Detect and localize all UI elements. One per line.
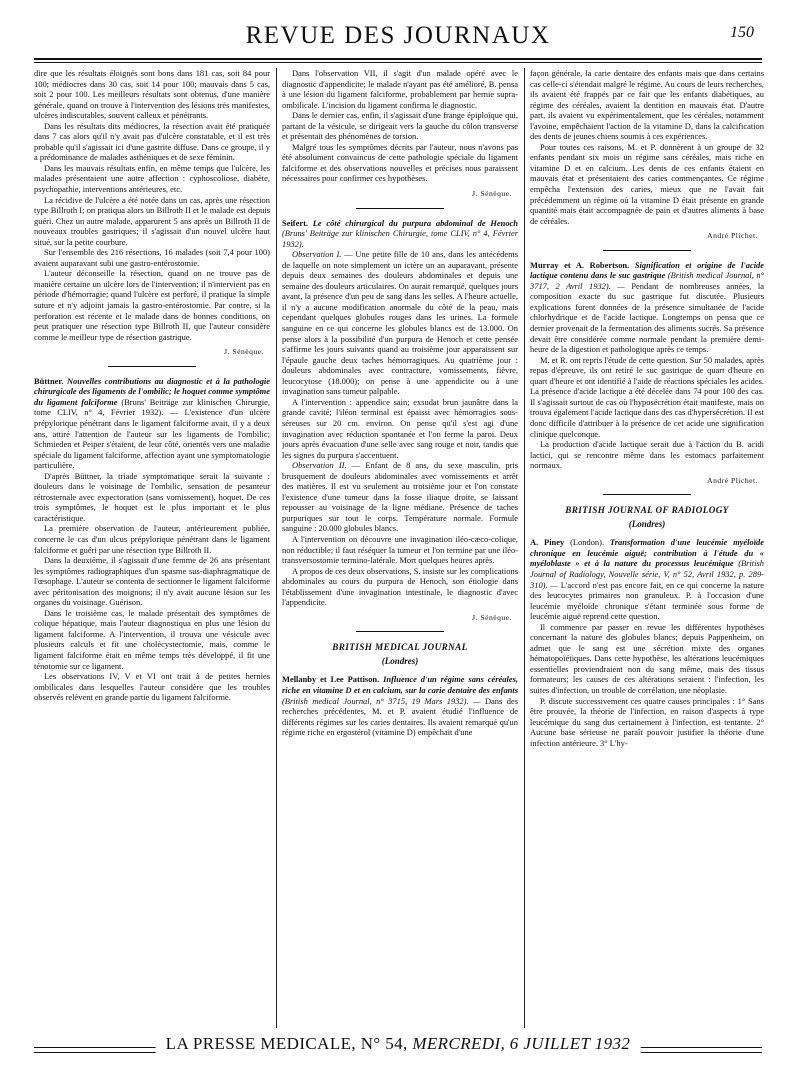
article-heading (282, 674, 518, 737)
paragraph: La production d'acide lactique serait due à l'action du B. acidi lactici, qui se rencontre même dans les estomacs parfaitement normaux. (530, 439, 764, 471)
paragraph: La première observation de l'auteur, antérieurement publiée, concerne le cas d'un ulcus prépylorique pénétrant dans le ligament falciforme et guéri par une résection type Billroth II. (34, 523, 270, 555)
paragraph: L'accord n'est pas encore fait, en ce qui concerne la nature des leucocytes primaires non granuleux. P. à l'occasion d'une leucémie myéloïde chronique s'étant terminée sous forme de leucémie aiguë reprend cette question. (530, 579, 764, 622)
article-reference: (Bruns' Beiträge zur klinischen Chirurgie, tome CLIV, n° 4, Février 1932). (282, 228, 518, 249)
paragraph: D'après Büttner, la triade symptomatique serait la suivante : douleurs dans le voisinage de l'ombilic, sensation de pesanteur rétrosternale avec expectoration (sans vomissement), hoquet. De ces trois symptômes, le hoquet est le plus important et le plus caractéristique. (34, 470, 270, 523)
paragraph: Dans les résultats dits médiocres, la résection avait été pratiquée dans 7 cas alors qu'il n'y avait pas d'ulcère constatable, et il est très probable qu'il s'agissait ici d'une gastrite diffuse. Dans ce groupe, il y a prédominance de malades asthéniques et de sexe féminin. (34, 120, 270, 163)
section-journal-title: BRITISH JOURNAL OF RADIOLOGY (565, 505, 729, 516)
article-reference: (British Journal of Radiology, Nouvelle série, V, n° 52, Avril 1932, p. 289-310). — (530, 558, 764, 590)
article-reference: (Bruns' Beiträge zur klinischen Chirurgie, tome CLIV, n° 4, Février 1932). — (34, 396, 270, 418)
section-journal-city: (Londres) (381, 655, 419, 666)
article-title: Influence d'un régime sans céréales, riche en vitamine D et en calcium, sur la carie dentaire des enfants (282, 674, 518, 695)
journal-section-title: REVUE DES JOURNAUX (245, 22, 551, 49)
article-author: Mellanby et Lee Pattison. (282, 674, 380, 685)
signature: André Plichet. (707, 231, 758, 241)
article-separator (603, 494, 691, 495)
paragraph: Sur l'ensemble des 216 résections, 16 malades (soit 7,4 pour 100) avaient auparavant subi une gastro-entérostomie. (34, 247, 270, 268)
observation-text: — Une petite fille de 10 ans, dans les antécédents de laquelle on note simplement un ictère un an auparavant, présente depuis deux semaines des douleurs abdominales et depuis une semaine des douleurs articulaires. On aurait remarqué, quelques jours avant, la présence d'un peu de sang dans les selles. A l'heure actuelle, il n'y a aucune modification anormale du côté de la peau, mais cependant quelques globules rouges dans les urines. La formule sanguine en ce qui concerne les globules blancs est de 13.000. On pense alors à la possibilité d'un purpura de Henoch et cette pensée s'affirme les jours suivants quand au troisième jour apparaissent sur l'épaule gauche deux taches hémorragiques. Au quatrième jour : douleurs abdominales avec contracture, vomissements, fièvre, leucocytose (18.000); on pense à une appendicite ou à une invagination sans tumeur palpable. (282, 249, 518, 397)
observation-text: — Enfant de 8 ans, du sexe masculin, pris brusquement de douleurs abdominales avec vomissements et arrêt des matières. Il est vu seulement au troisième jour et l'on constate l'existence d'une tumeur dans la fosse iliaque droite, se laissant repousser au voisinage de la ligne médiane. Présence de taches purpuriques sur tout le corps. Température normale. Formule sanguine : 20.000 globules blancs. (282, 460, 518, 534)
header-rule (34, 58, 762, 60)
paragraph: Dans la deuxième, il s'agissait d'une femme de 26 ans présentant les symptômes radiographiques d'un spasme sus-diaphragmatique de l'œsophage. L'auteur se contenta de sectionner le ligament falciforme avec péritonisation des moignons; il n'y avait aucune lésion sur les organes du voisinage. Guérison. (34, 555, 270, 608)
paragraph: Il commence par passer en revue les différentes hypothèses concernant la nature des globules blancs; depuis Pappenheim, on admet que le sang est une sécrétion mixte des organes hématopoïétiques. Dans cette hypothèse, les altérations leucémiques essentielles proviendraient non du sang même, mais des tissus formateurs; les causes de ces altérations seraient : l'infection, les suites d'infection, un trouble de corrélation, une néoplasie. (530, 621, 764, 695)
article-separator (603, 250, 691, 251)
article-title: Le côté chirurgical du purpura abdominal de Henoch (312, 217, 518, 228)
paragraph (282, 249, 518, 397)
paragraph: Dans le troisième cas, le malade présentait des symptômes de colique hépatique, mais l'auteur diagnostiqua en plus une lésion du ligament falciforme. A l'intervention, il trouva une vésicule avec plusieurs calculs et fit une cholécystectomie, mais, comme le ligament falciforme était en même temps très développé, il fit une ténotomie sur ce ligament. (34, 607, 270, 671)
article-heading (282, 218, 518, 250)
paragraph: La récidive de l'ulcère a été notée dans un cas, après une résection type Billroth I; on pratiqua alors un Billroth II et le malade est depuis guéri. Chez un autre malade, apparurent 5 ans après un Billroth II de nouveaux troubles gastriques; il s'agissait d'un nouvel ulcère haut situé, sur la petite courbure. (34, 194, 270, 247)
column-middle (282, 68, 518, 1056)
paragraph: M. et R. ont repris l'étude de cette question. Sur 50 malades, après repas d'épreuve, ils ont retiré le suc gastrique de quart d'heure en quart d'heure et ont identifié à l'aide de réactions spéciales les acides. La présence d'acide lactique a été décelée dans 74 pour 100 des cas. Il s'agissait surtout de cas où l'hyposécrétion était manifeste, mais on trouva également l'acide lactique dans des cas d'hypersécrétion. Il est donc difficile d'attribuer à la présence de cet acide une signification clinique quelconque. (530, 354, 764, 439)
signature: J. Sénèque. (472, 189, 512, 199)
observation-label: Observation I. (292, 249, 342, 260)
paragraph: Les observations IV, V et VI ont trait à de petites hernies ombilicales dans lesquelles l'auteur considère que les troubles observés relèvent en grande partie du ligament falciforme. (34, 671, 270, 703)
article-title: Nouvelles contributions au diagnostic et à la pathologie chirurgicale des ligaments de l'ombilic; le hoquet comme symptôme du ligament falciforme (34, 375, 270, 407)
article-author: Seifert. (282, 217, 309, 228)
paragraph: A l'intervention : appendice sain; exsudat brun jaunâtre dans la grande cavité; l'iléon terminal est épaissi avec hémorragies sous-séreuses sur 20 cm. environ. On pense qu'il s'est agi d'une invagination avec réduction spontanée et l'on ferme la paroi. Deux jours après évacuation d'une selle avec sang rouge et noir, tandis que les signes du purpura s'accentuent. (282, 396, 518, 460)
page-header (34, 18, 762, 58)
paragraph: Malgré tous les symptômes décrits par l'auteur, nous n'avons pas été absolument convaincus de cette pathologie spéciale du ligament falciforme et des observations nouvelles et précises nous paraissent nécessaires pour confirmer ces hypothèses. (282, 141, 518, 184)
header-rule-thin (34, 62, 762, 63)
paragraph: A propos de ces deux observations, S. insiste sur les complications abdominales au cours du purpura de Henoch, son étiologie dans l'établissement d'une invagination intestinale, le diagnostic d'avec l'appendicite. (282, 565, 518, 608)
page-footer (34, 1034, 762, 1064)
article-heading (530, 537, 764, 621)
article-author: Murray et A. Robertson. (530, 259, 630, 270)
paragraph: dire que les résultats éloignés sont bons dans 181 cas, soit 84 pour 100; médiocres dans 30 cas, soit 14 pour 100; mauvais dans 5 cas, soit 2 pour 100. Les meilleurs résultats sont obtenus, d'une manière générale, quand on trouve à l'intervention des lésions très manifestes, ulcères indiscutables, souvent calleux et pénétrants. (34, 68, 270, 121)
signature: J. Sénèque. (472, 612, 512, 622)
column-divider (276, 68, 277, 1028)
column-divider (524, 68, 525, 1028)
section-journal-title: BRITISH MEDICAL JOURNAL (332, 642, 468, 653)
paragraph: Dans les mauvais résultats enfin, en même temps que l'ulcère, les malades présentaient une autre affection : cyphoscoliose, diabète, psychopathie, interventions antérieures, etc. (34, 162, 270, 195)
paragraph: Pour toutes ces raisons, M. et P. donnèrent à un groupe de 32 enfants pendant six mois un régime sans céréales, mais riche en vitamine D et en calcium. Les dents de ces enfants étaient en mauvais état et présentaient des caries commençantes. Ce régime empêcha l'extension des caries, mieux que ne l'avait fait précédemment un régime où la vitamine D était présente en grande quantité mais était accompagnée de pain et d'autres aliments à base de céréales. (530, 141, 764, 226)
paragraph: L'auteur déconseille la résection, quand on ne trouve pas de manière certaine un ulcère lors de l'intervention; il n'intervient pas en période d'hémorragie; quand l'ulcère est perforé, il pratique la simple suture et n'y adjoint jamais la gastro-entérostomie. Par contre, si la perforation est récente et le malade dans de bonnes conditions, on peut pratiquer une résection type Billroth II, que l'auteur considère comme le meilleur type de résection gastrique. (34, 268, 270, 342)
article-location: (London). (570, 537, 605, 548)
observation-label: Observation II. (292, 460, 347, 471)
paragraph (282, 460, 518, 534)
article-reference: (British medical Journal, n° 3717, 2 Avril 1932). — (530, 270, 764, 291)
column-left (34, 68, 270, 1056)
paragraph: façon générale, la carie dentaire des enfants mais que dans certains cas celle-ci s'étendait malgré le régime. Au cours de leurs recherches, ils avaient été frappés par ce fait que les enfants diabétiques, au régime des céréales, avaient la dentition en mauvais état. D'autre part, ils avaient vu expérimentalement, que les céréales, notamment l'avoine, empêchaient l'action de la vitamine D, dans la calcification des dents de jeunes chiens soumis à ces expériences. (530, 68, 764, 142)
paragraph: Pendant de nombreuses années, la composition exacte du suc gastrique fut discutée. Plusieurs explications furent données de la présence simultanée de l'acide chlorhydrique et de l'acide lactique. Longtemps on pensa que ce dernier provenait de la fermentation des aliments sucrés. Sa présence devait être considérée comme normale pendant la première demi-heure de la digestion et pathologique après ce temps. (530, 280, 764, 355)
footer-date: MERCREDI, 6 JUILLET 1932 (412, 1034, 631, 1053)
article-separator (356, 631, 444, 632)
signature: J. Sénèque. (224, 347, 264, 357)
article-title: Transformation d'une leucémie myéloïde chronique en leucémie aiguë; contribution à l'étude du « myéloblaste » et à la nature du processus leucémique (530, 537, 764, 569)
article-author: Büttner. (34, 375, 64, 386)
article-separator (108, 366, 196, 367)
article-separator (356, 208, 444, 209)
paragraph: P. discute successivement ces quatre causes principales : 1° Sans être prouvée, la théorie de l'infection, en raison d'aspects à type leucémique du sang dus certainement à l'infection, est tentante. 2° Aucune base sérieuse ne paraît pouvoir justifier la théorie d'une infection antérieure. 3° L'hy- (530, 695, 764, 748)
paragraph: L'existence d'un ulcère prépylorique pénétrant dans le ligament falciforme avait, il y a deux ans, attiré l'attention de l'auteur sur les ligaments de l'ombilic; Schmieden et Peiper s'étaient, de leur côté, orientés vers une maladie spéciale du ligament falciforme, affection ayant une symptomatologie particulière. (34, 407, 270, 471)
footer-journal: LA PRESSE MEDICALE, N° 54, (165, 1034, 408, 1053)
paragraph: Dans des recherches précédentes, M. et P. avaient étudié l'influence de différents régimes sur les caries dentaires. Ils avaient remarqué qu'un régime riche en ergostérol (vitamine D) empêchait d'une (282, 695, 518, 738)
footer-text (156, 1034, 641, 1054)
paragraph: Dans le dernier cas, enfin, il s'agissait d'une frange épiploïque qui, partant de la vésicule, se dirigeait vers la gauche du côlon transverse et présentait des phénomènes de torsion. (282, 110, 518, 142)
article-author: A. Piney (530, 537, 565, 548)
section-journal-city: (Londres) (628, 518, 666, 529)
paragraph: A l'intervention on découvre une invagination iléo-cæco-colique, non réductible; il faut réséquer la tumeur et l'on termine par une iléo-transversostomie termino-latérale. Mort quelques heures après. (282, 533, 518, 566)
page-number: 150 (730, 24, 754, 41)
article-reference: (British medical Journal, n° 3715, 19 Mars 1932). — (282, 695, 481, 706)
paragraph: Dans l'observation VII, il s'agit d'un malade opéré avec le diagnostic d'appendicite; le malade n'ayant pas été amélioré, B. pensa à une lésion du ligament falciforme, probablement par hernie supra-ombilicale. L'incision du ligament confirma le diagnostic. (282, 68, 518, 110)
column-right (530, 68, 764, 1056)
article-heading (34, 376, 270, 471)
article-title: Signification et origine de l'acide lactique contenu dans le suc gastrique (530, 259, 764, 281)
article-heading (530, 260, 764, 355)
signature: André Plichet. (707, 475, 758, 485)
